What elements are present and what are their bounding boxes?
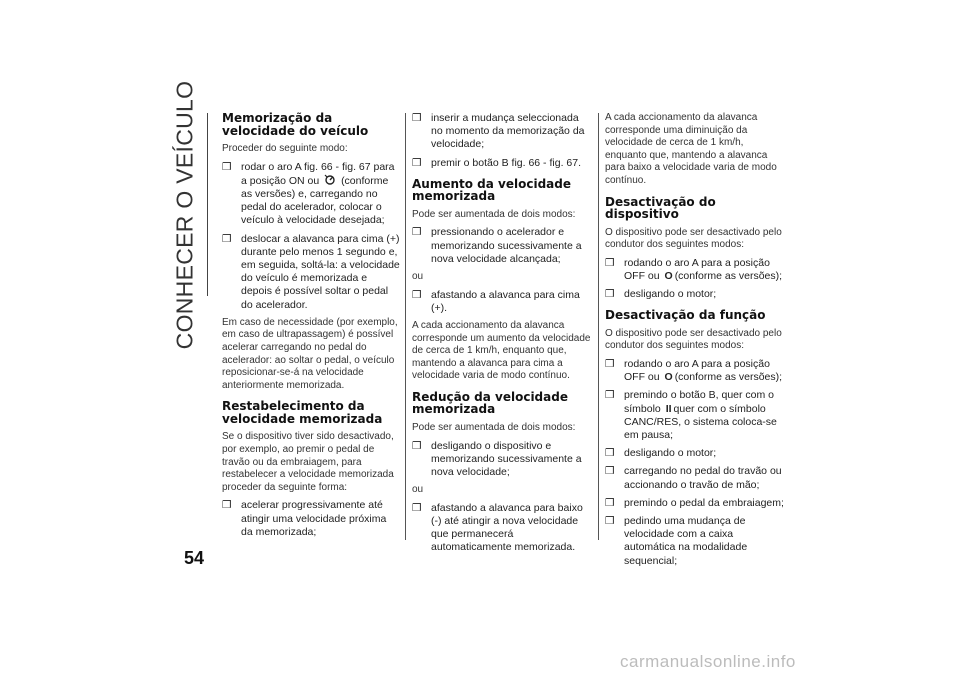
heading-memorizacao: Memorização da velocidade do veículo — [222, 111, 369, 138]
bullet-list — [412, 289, 592, 315]
page-number: 54 — [184, 548, 205, 568]
checkbox-bullet-icon: ❒ — [222, 160, 232, 173]
paragraph-ou: ou — [412, 484, 424, 496]
list-item: ❒ desligando o motor; — [605, 447, 717, 460]
column-divider-2 — [598, 113, 599, 540]
list-item: ❒ pedindo uma mudança de velocidade com a caixa automática na modalidade sequencial; — [605, 515, 748, 567]
text-column-3 — [605, 112, 787, 573]
heading-reducao: Redução da velocidade memorizada — [412, 389, 568, 417]
checkbox-bullet-icon: ❒ — [605, 358, 615, 371]
list-item: ❒ premindo o pedal da embraiagem; — [605, 496, 784, 509]
list-item: ❒ carregando no pedal do travão ou accionando o travão de mão; — [605, 465, 782, 491]
bullet-list — [412, 440, 592, 480]
checkbox-bullet-icon: ❒ — [412, 112, 422, 124]
paragraph: Pode ser aumentada de dois modos: — [412, 208, 576, 220]
paragraph: A cada accionamento da alavanca corresponde um aumento da velocidade de cerca de 1 km/h, enquanto que, mantendo a alavanca para cima a velocidade varia de modo contínuo. — [412, 320, 591, 382]
bullet-list — [222, 499, 400, 539]
checkbox-bullet-icon: ❒ — [605, 496, 615, 509]
list-item: ❒ desligando o motor; — [605, 288, 717, 301]
list-item: ❒ pressionando o acelerador e memorizando sucessivamente a nova velocidade alcançada; — [412, 226, 582, 265]
paragraph: Pode ser aumentada de dois modos: — [412, 421, 576, 433]
bullet-list — [412, 502, 592, 555]
heading-desactivacao-funcao: Desactivação da função — [605, 308, 766, 323]
heading-desactivacao-dispositivo: Desactivação do dispositivo — [605, 194, 716, 222]
checkbox-bullet-icon: ❒ — [412, 501, 422, 514]
bullet-list — [412, 226, 592, 266]
checkbox-bullet-icon: ❒ — [222, 232, 232, 245]
column-divider-1 — [405, 113, 406, 540]
checkbox-bullet-icon: ❒ — [605, 515, 615, 528]
off-symbol: O — [664, 269, 673, 282]
side-title-rule — [207, 113, 208, 296]
checkbox-bullet-icon: ❒ — [222, 499, 232, 512]
paragraph-ou: ou — [412, 271, 424, 283]
watermark-text: carmanualsonline.info — [620, 652, 796, 671]
bullet-list — [605, 257, 787, 302]
list-item: ❒ acelerar progressivamente até atingir uma velocidade próxima da memorizada; — [222, 499, 387, 538]
bullet-list — [222, 161, 400, 312]
paragraph: Se o dispositivo tiver sido desactivado, por exemplo, ao premir o pedal de travão ou da embraiagem, para restabelecer a velocidade memorizada proceder da seguinte forma: — [222, 431, 394, 493]
checkbox-bullet-icon: ❒ — [605, 256, 615, 269]
list-item: ❒ premir o botão B fig. 66 - fig. 67. — [412, 156, 581, 169]
checkbox-bullet-icon: ❒ — [605, 288, 615, 301]
checkbox-bullet-icon: ❒ — [412, 288, 422, 301]
checkbox-bullet-icon: ❒ — [605, 389, 615, 402]
checkbox-bullet-icon: ❒ — [412, 439, 422, 452]
text-column-2 — [412, 112, 592, 560]
list-item: ❒ afastando a alavanca para baixo (-) até atingir a nova velocidade que permanecerá automaticamente memorizada. — [412, 501, 583, 554]
pause-symbol: II — [665, 402, 672, 415]
bullet-list — [605, 358, 787, 568]
bullet-list — [412, 112, 592, 170]
text-column-1 — [222, 112, 400, 544]
list-item: ❒ rodar o aro A fig. 66 - fig. 67 para a posição ON ou (conforme as versões) e, carregando no pedal do acelerador, colocar o veículo à velocidade desejada; — [222, 160, 395, 227]
checkbox-bullet-icon: ❒ — [605, 465, 615, 478]
list-item: ❒ rodando o aro A para a posição OFF ou O (conforme as versões); — [605, 358, 783, 384]
list-item: ❒ desligando o dispositivo e memorizando sucessivamente a nova velocidade; — [412, 439, 582, 478]
paragraph: Em caso de necessidade (por exemplo, em caso de ultrapassagem) é possível acelerar carregando no pedal do acelerador: ao soltar o pedal, o veículo reposicionar-se-á na velocidade anteriormente memorizada. — [222, 316, 398, 391]
checkbox-bullet-icon: ❒ — [412, 226, 422, 239]
checkbox-bullet-icon: ❒ — [412, 156, 422, 169]
cruise-control-symbol-icon — [324, 174, 336, 185]
checkbox-bullet-icon: ❒ — [605, 447, 615, 460]
list-item: ❒ inserir a mudança seleccionada no momento da memorização da velocidade; — [412, 112, 585, 151]
paragraph: O dispositivo pode ser desactivado pelo condutor dos seguintes modos: — [605, 327, 782, 352]
list-item: ❒ premindo o botão B, quer com o símbolo II quer com o símbolo CANC/RES, o sistema coloca-se em pausa; — [605, 389, 777, 442]
heading-aumento: Aumento da velocidade memorizada — [412, 176, 571, 204]
paragraph: O dispositivo pode ser desactivado pelo condutor dos seguintes modos: — [605, 226, 782, 251]
list-item: ❒ deslocar a alavanca para cima (+) durante pelo menos 1 segundo e, em seguida, soltá-la: a velocidade do veículo é memorizada e depois é possível soltar o pedal do acelerador. — [222, 232, 400, 311]
section-title-text: CONHECER O VEÍCULO — [171, 80, 198, 350]
paragraph: A cada accionamento da alavanca corresponde uma diminuição da velocidade de cerca de 1 km/h, enquanto que, mantendo a alavanca para baixo a velocidade varia de modo contínuo. — [605, 112, 777, 186]
heading-restabelecimento: Restabelecimento da velocidade memorizada — [222, 399, 383, 426]
list-item: ❒ rodando o aro A para a posição OFF ou O (conforme as versões); — [605, 256, 783, 282]
off-symbol: O — [664, 371, 673, 384]
paragraph: Proceder do seguinte modo: — [222, 143, 348, 154]
list-item: ❒ afastando a alavanca para cima (+). — [412, 288, 580, 314]
